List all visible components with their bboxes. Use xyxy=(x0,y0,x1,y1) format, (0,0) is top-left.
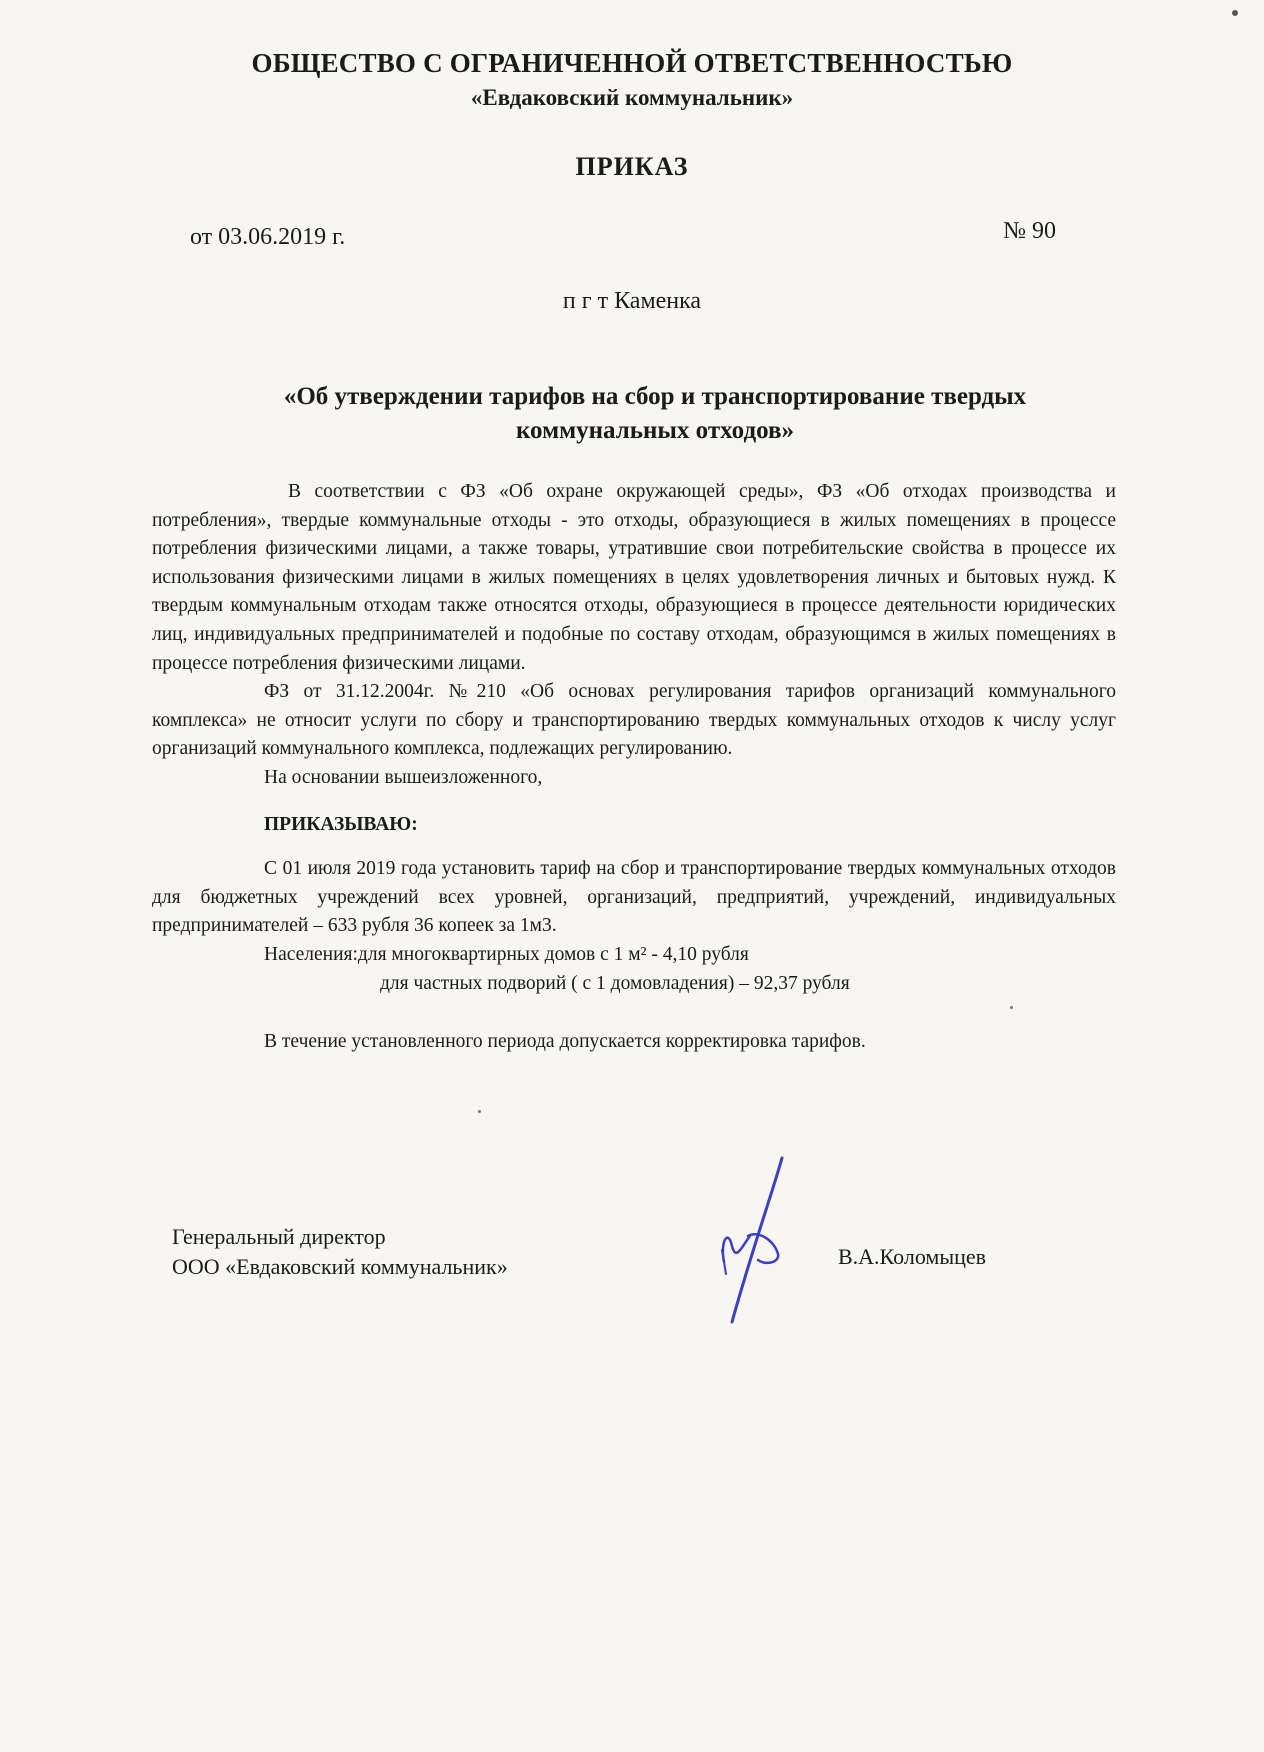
order-word: ПРИКАЗЫВАЮ: xyxy=(264,813,418,835)
subject-line-1: «Об утверждении тарифов на сбор и транспортирование твердых xyxy=(283,383,1027,410)
order-place: п г т Каменка xyxy=(562,288,702,314)
handwritten-signature xyxy=(690,1150,830,1330)
document-type: ПРИКАЗ xyxy=(575,152,689,181)
organization-name: «Евдаковский коммунальник» xyxy=(470,85,794,110)
rate-apartment-buildings: Населения:для многоквартирных домов с 1 м² - 4,10 рубля xyxy=(264,943,749,965)
scan-speck xyxy=(1232,10,1238,16)
scan-speck xyxy=(478,1110,481,1113)
subject-line-2: коммунальных отходов» xyxy=(515,417,794,444)
signatory-organization: ООО «Евдаковский коммунальник» xyxy=(172,1254,508,1279)
paragraph-correction-note: В течение установленного периода допускается корректировка тарифов. xyxy=(264,1031,866,1053)
order-subject xyxy=(210,380,1100,448)
signatory-position xyxy=(172,1222,508,1282)
order-number: № 90 xyxy=(1003,218,1056,244)
order-date: от 03.06.2019 г. xyxy=(190,224,346,250)
organization-title: ОБЩЕСТВО С ОГРАНИЧЕННОЙ ОТВЕТСТВЕННОСТЬЮ xyxy=(251,48,1013,78)
paragraph-legal-basis: В соответствии с ФЗ «Об охране окружающей среды», ФЗ «Об отходах производства и потребления», твердые коммунальные отходы - это отходы, образующиеся в жилых помещениях в процессе потребления физическими лицами, а также товары, утратившие свои потребительские свойства в процессе их использования физическими лицами в жилых помещениях в целях удовлетворения личных и бытовых нужд. К твердым коммунальным отходам также относятся отходы, образующиеся в процессе деятельности юридических лиц, индивидуальных предпринимателей и подобные по составу отходам, образующимся в жилых помещениях в процессе потребления физическими лицами. xyxy=(152,481,1116,674)
scan-speck xyxy=(1010,1006,1013,1009)
signatory-name: В.А.Коломыцев xyxy=(838,1244,987,1269)
signatory-title: Генеральный директор xyxy=(172,1224,386,1249)
paragraph-federal-law: ФЗ от 31.12.2004г. №210 «Об основах регулирования тарифов организаций коммунального комплекса» не относит услуги по сбору и транспортированию твердых коммунальных отходов к числу услуг организаций коммунального комплекса, подлежащих регулированию. xyxy=(152,681,1116,760)
order-body xyxy=(152,478,1116,1057)
paragraph-tariff: С 01 июля 2019 года установить тариф на сбор и транспортирование твердых коммунальных отходов для бюджетных учреждений всех уровней, организаций, предприятий, учреждений, индивидуальных предпринимателей – 633 рубля 36 копеек за 1м3. xyxy=(152,858,1116,937)
paragraph-grounds: На основании вышеизложенного, xyxy=(264,766,543,788)
rate-private-households: для частных подворий ( с 1 домовладения) – 92,37 рубля xyxy=(380,972,850,994)
